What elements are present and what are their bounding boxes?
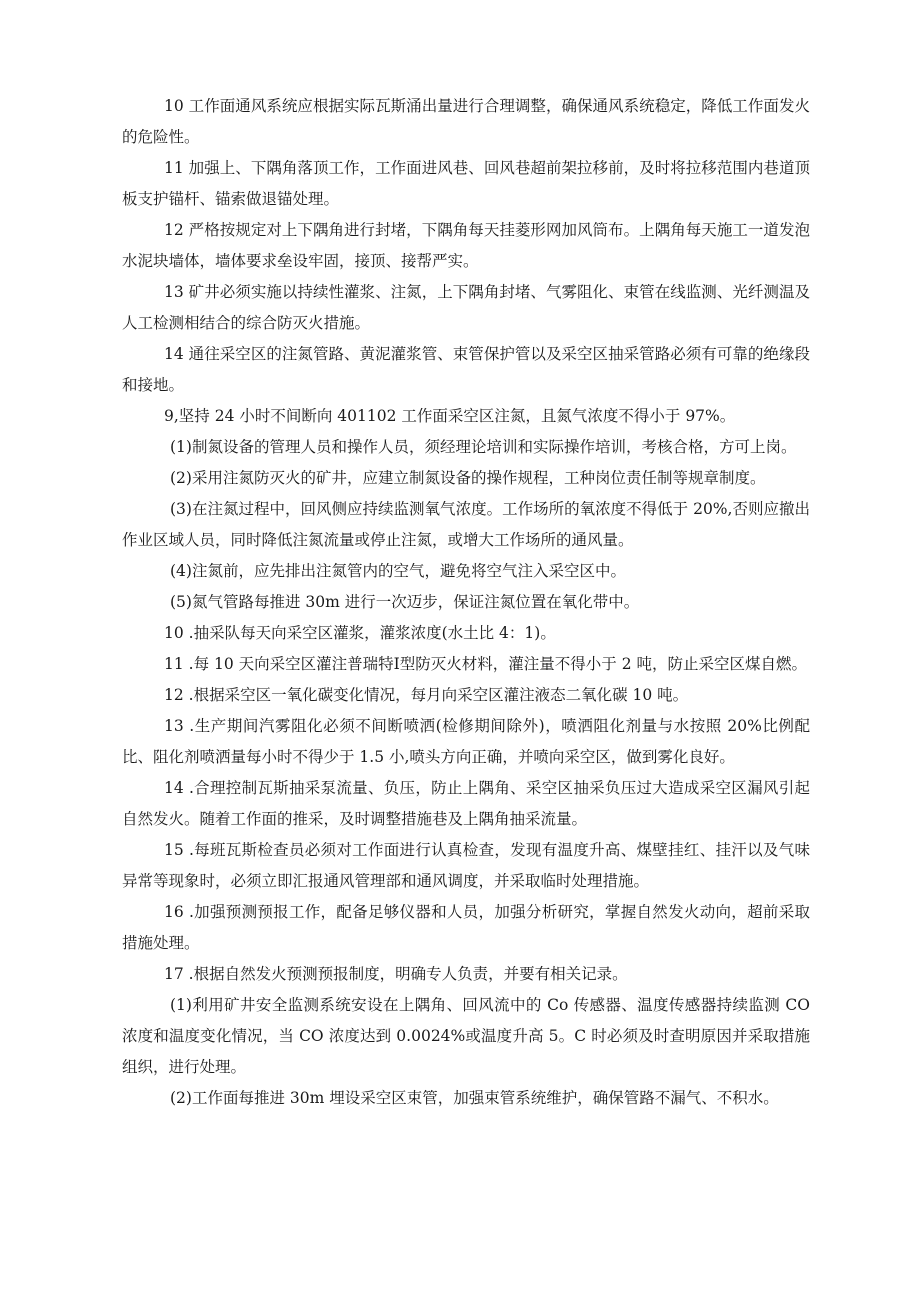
paragraph-item-13: 13 矿井必须实施以持续性灌浆、注氮，上下隅角封堵、气雾阻化、束管在线监测、光纤测温及人工检测相结合的综合防灭火措施。 — [122, 283, 810, 332]
paragraph-item-10: 10 工作面通风系统应根据实际瓦斯涌出量进行合理调整，确保通风系统稳定，降低工作面发火的危险性。 — [122, 97, 810, 146]
paragraph-section-16: 16 .加强预测预报工作，配备足够仪器和人员，加强分析研究，掌握自然发火动向，超前采取措施处理。 — [122, 903, 810, 952]
paragraph-section-9: 9,坚持 24 小时不间断向 401102 工作面采空区注氮，且氮气浓度不得小于 97%。 — [164, 407, 736, 425]
paragraph-sub-5: (5)氮气管路每推进 30m 进行一次迈步，保证注氮位置在氧化带中。 — [170, 593, 640, 611]
paragraph-sub-4: (4)注氮前，应先排出注氮管内的空气，避免将空气注入采空区中。 — [170, 562, 626, 580]
paragraph-item-12: 12 严格按规定对上下隅角进行封堵，下隅角每天挂菱形网加风筒布。上隅角每天施工一道发泡水泥块墙体，墙体要求垒设牢固，接顶、接帮严实。 — [122, 221, 810, 270]
paragraph-sub-17-1: (1)利用矿井安全监测系统安设在上隅角、回风流中的 Co 传感器、温度传感器持续监测 CO 浓度和温度变化情况，当 CO 浓度达到 0.0024%或温度升高 5。C 时必须及时查明原因并采取措施组织，进行处理。 — [122, 996, 810, 1076]
paragraph-section-15: 15 .每班瓦斯检查员必须对工作面进行认真检查，发现有温度升高、煤壁挂红、挂汗以及气味异常等现象时，必须立即汇报通风管理部和通风调度，并采取临时处理措施。 — [122, 841, 810, 890]
paragraph-sub-2: (2)采用注氮防灭火的矿井，应建立制氮设备的操作规程，工种岗位责任制等规章制度。 — [170, 469, 766, 487]
paragraph-section-12: 12 .根据采空区一氧化碳变化情况，每月向采空区灌注液态二氧化碳 10 吨。 — [164, 686, 689, 704]
paragraph-item-11: 11 加强上、下隅角落顶工作，工作面进风巷、回风巷超前架拉移前，及时将拉移范围内巷道顶板支护锚杆、锚索做退锚处理。 — [122, 159, 810, 208]
paragraph-sub-17-2: (2)工作面每推进 30m 埋设采空区束管，加强束管系统维护，确保管路不漏气、不积水。 — [170, 1089, 779, 1107]
paragraph-section-13: 13 .生产期间汽雾阻化必须不间断喷洒(检修期间除外)，喷洒阻化剂量与水按照 20%比例配比、阻化剂喷洒量每小时不得少于 1.5 小,喷头方向正确，并喷向采空区，做到雾化良好。 — [122, 717, 810, 766]
paragraph-sub-3: (3)在注氮过程中，回风侧应持续监测氧气浓度。工作场所的氧浓度不得低于 20%,否则应撤出作业区域人员，同时降低注氮流量或停止注氮，或增大工作场所的通风量。 — [122, 500, 810, 549]
paragraph-sub-1: (1)制氮设备的管理人员和操作人员，须经理论培训和实际操作培训，考核合格，方可上岗。 — [170, 438, 797, 456]
paragraph-section-17: 17 .根据自然发火预测预报制度，明确专人负责，并要有相关记录。 — [164, 965, 628, 983]
paragraph-section-14: 14 .合理控制瓦斯抽采泵流量、负压，防止上隅角、采空区抽采负压过大造成采空区漏风引起自然发火。随着工作面的推采，及时调整措施巷及上隅角抽采流量。 — [122, 779, 810, 828]
document-body — [122, 91, 810, 1114]
paragraph-section-11: 11 .每 10 天向采空区灌注普瑞特Ⅰ型防灭火材料，灌注量不得小于 2 吨，防止采空区煤自燃。 — [164, 655, 807, 673]
paragraph-section-10: 10 .抽采队每天向采空区灌浆，灌浆浓度(水土比 4：1)。 — [164, 624, 556, 642]
paragraph-item-14: 14 通往采空区的注氮管路、黄泥灌浆管、束管保护管以及采空区抽采管路必须有可靠的绝缘段和接地。 — [122, 345, 810, 394]
